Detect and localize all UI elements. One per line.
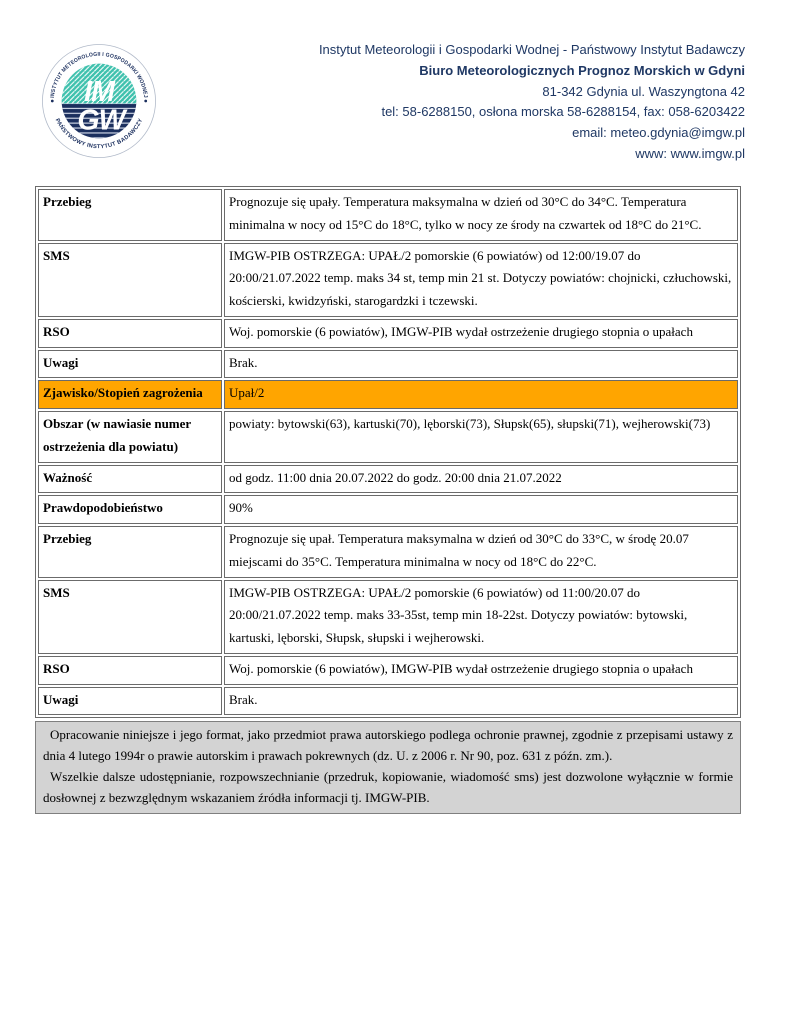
- copyright-paragraph-1: Opracowanie niniejsze i jego format, jako przedmiot prawa autorskiego podlega ochronie prawnej, zgodnie z przepisami ustawy z dnia 4 lutego 1994r o prawie autorskim i prawach pokrewnych (dz. U. z 2006 r. Nr 90, poz. 631 z późn. zm.).: [43, 727, 733, 764]
- row-value: Brak.: [224, 350, 738, 379]
- logo-monogram-gw: GW: [77, 104, 125, 137]
- table-row: [38, 656, 738, 685]
- row-label: Uwagi: [38, 350, 222, 379]
- warning-table-body: [38, 189, 738, 715]
- row-label: Przebieg: [38, 189, 222, 241]
- row-value: Prognozuje się upały. Temperatura maksymalna w dzień od 30°C do 34°C. Temperatura minimalna w nocy od 15°C do 18°C, tylko w nocy ze środy na czwartek od 18°C do 21°C.: [224, 189, 738, 241]
- www-line: www: www.imgw.pl: [635, 145, 745, 161]
- table-row: [38, 526, 738, 578]
- bureau-name: Biuro Meteorologicznych Prognoz Morskich w Gdyni: [419, 62, 745, 78]
- row-label: RSO: [38, 319, 222, 348]
- row-label: SMS: [38, 243, 222, 317]
- row-value: powiaty: bytowski(63), kartuski(70), lęborski(73), Słupsk(65), słupski(71), wejherowski(73): [224, 411, 738, 463]
- main-content: [35, 186, 743, 814]
- logo-dot-left: [51, 100, 54, 103]
- imgw-logo: [40, 42, 158, 160]
- table-row: [38, 580, 738, 654]
- logo-ring-text-bottom: PAŃSTWOWY INSTYTUT BADAWCZY: [53, 117, 145, 151]
- table-row: [38, 687, 738, 716]
- row-value: IMGW-PIB OSTRZEGA: UPAŁ/2 pomorskie (6 powiatów) od 11:00/20.07 do 20:00/21.07.2022 temp. maks 33-35st, temp min 18-22st. Dotyczy powiatów: bytowski, kartuski, lęborski, Słupsk, słupski i wejherowski.: [224, 580, 738, 654]
- row-value: Prognozuje się upał. Temperatura maksymalna w dzień od 30°C do 33°C, w środę 20.07 miejscami do 35°C. Temperatura minimalna w nocy od 18°C do 22°C.: [224, 526, 738, 578]
- row-value: IMGW-PIB OSTRZEGA: UPAŁ/2 pomorskie (6 powiatów) od 12:00/19.07 do 20:00/21.07.2022 temp. maks 34 st, temp min 21 st. Dotyczy powiatów: chojnicki, człuchowski, kościerski, kwidzyński, starogardzki i tczewski.: [224, 243, 738, 317]
- copyright-notice: [35, 721, 741, 814]
- row-value: Brak.: [224, 687, 738, 716]
- logo-dot-right: [144, 100, 147, 103]
- row-value: Woj. pomorskie (6 powiatów), IMGW-PIB wydał ostrzeżenie drugiego stopnia o upałach: [224, 656, 738, 685]
- row-label: Obszar (w nawiasie numer ostrzeżenia dla powiatu): [38, 411, 222, 463]
- table-row: [38, 411, 738, 463]
- row-value: od godz. 11:00 dnia 20.07.2022 do godz. 20:00 dnia 21.07.2022: [224, 465, 738, 494]
- table-row: [38, 319, 738, 348]
- hazard-level-row: [38, 380, 738, 409]
- table-row: [38, 243, 738, 317]
- document-header: [40, 40, 745, 165]
- logo-ring-text-top: INSTYTUT METEOROLOGII I GOSPODARKI WODNEJ: [49, 51, 149, 99]
- copyright-paragraph-2: Wszelkie dalsze udostępnianie, rozpowszechnianie (przedruk, kopiowanie, wiadomość sms) jest dozwolone wyłącznie w formie dosłownej z bezwzględnym wskazaniem źródła informacji tj. IMGW-PIB.: [43, 768, 733, 805]
- row-value: Upał/2: [224, 380, 738, 409]
- phone-line: tel: 58-6288150, osłona morska 58-6288154, fax: 058-6203422: [381, 104, 745, 120]
- institute-name: Instytut Meteorologii i Gospodarki Wodnej - Państwowy Instytut Badawczy: [318, 42, 745, 57]
- row-label: Prawdopodobieństwo: [38, 495, 222, 524]
- email-line: email: meteo.gdynia@imgw.pl: [572, 125, 745, 141]
- institute-contact-block: [158, 40, 745, 165]
- logo-monogram-im: IM: [84, 76, 114, 108]
- row-value: 90%: [224, 495, 738, 524]
- table-row: [38, 189, 738, 241]
- row-label: RSO: [38, 656, 222, 685]
- table-row: [38, 350, 738, 379]
- row-label: SMS: [38, 580, 222, 654]
- row-value: Woj. pomorskie (6 powiatów), IMGW-PIB wydał ostrzeżenie drugiego stopnia o upałach: [224, 319, 738, 348]
- row-label: Zjawisko/Stopień zagrożenia: [38, 380, 222, 409]
- row-label: Uwagi: [38, 687, 222, 716]
- row-label: Przebieg: [38, 526, 222, 578]
- table-row: [38, 465, 738, 494]
- warning-table: [35, 186, 741, 718]
- table-row: [38, 495, 738, 524]
- row-label: Ważność: [38, 465, 222, 494]
- address-line: 81-342 Gdynia ul. Waszyngtona 42: [542, 83, 745, 99]
